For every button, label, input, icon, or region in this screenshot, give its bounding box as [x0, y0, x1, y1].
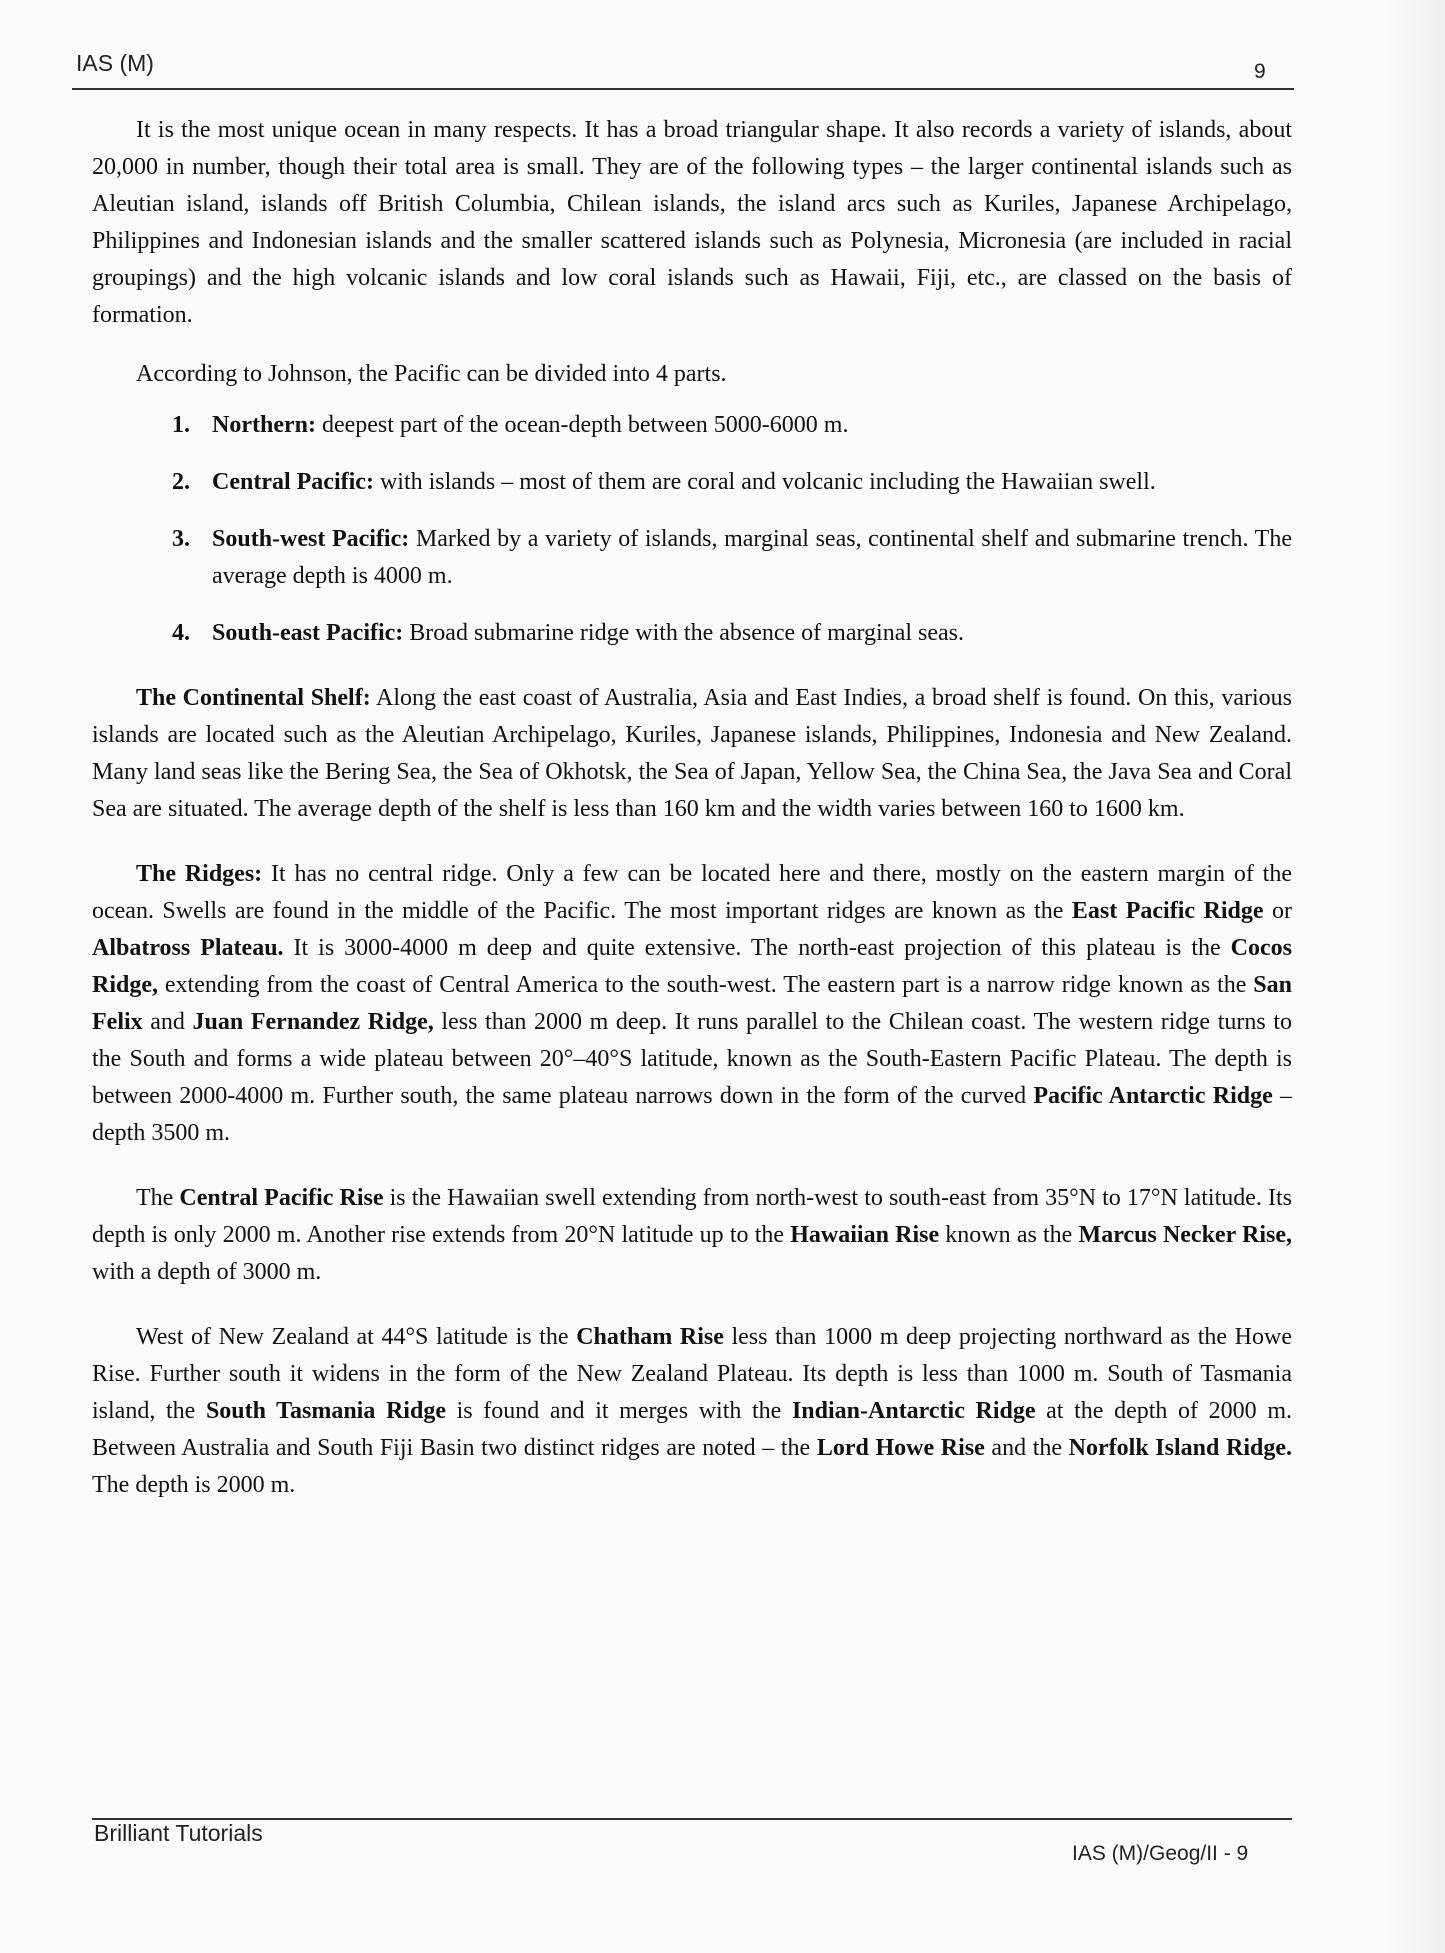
section-term: The Ridges: — [136, 861, 263, 887]
ridge-term: East Pacific Ridge — [1071, 898, 1264, 924]
list-number: 4. — [172, 620, 190, 646]
ridge-term: Lord Howe Rise — [816, 1435, 985, 1461]
footer-publisher: Brilliant Tutorials — [94, 1820, 263, 1846]
ridge-term: San Felix — [92, 972, 1292, 1035]
list-text: Marked by a variety of islands, marginal seas, continental shelf and submarine trench. The average depth is 4000 m. — [212, 526, 1292, 589]
section-term: The Continental Shelf: — [136, 685, 371, 711]
paragraph-text: or — [1263, 898, 1292, 924]
central-rise-paragraph — [92, 1180, 1292, 1291]
list-item — [172, 615, 1292, 652]
list-number: 1. — [172, 412, 190, 438]
rise-term: Central Pacific Rise — [179, 1185, 384, 1211]
paragraph-text: It has no central ridge. Only a few can be located here and there, mostly on the eastern margin of the ocean. Swells are found in the middle of the Pacific. The most important ridges are known as the — [92, 861, 1292, 924]
rise-term: Marcus Necker Rise, — [1078, 1222, 1292, 1248]
paragraph-text: less than 2000 m deep. It runs parallel to the Chilean coast. The western ridge turns to the South and forms a wide plateau between 20°–40°S latitude, known as the South-Eastern Pacific Plateau. The depth is between 2000-4000 m. Further south, the same plateau narrows down in the form of the curved — [92, 1009, 1292, 1109]
list-number: 2. — [172, 469, 190, 495]
list-item — [172, 464, 1292, 501]
list-term: Northern: — [212, 412, 316, 438]
list-item — [172, 521, 1292, 595]
paragraph-text: The depth is 2000 m. — [92, 1472, 296, 1498]
continental-shelf-paragraph — [92, 680, 1292, 828]
ridge-term: Albatross Plateau. — [92, 935, 284, 961]
scan-shadow — [1385, 0, 1445, 1953]
ridge-term: Norfolk Island Ridge. — [1068, 1435, 1292, 1461]
paragraph-text: and the — [984, 1435, 1069, 1461]
list-text: deepest part of the ocean-depth between 5000-6000 m. — [315, 412, 849, 438]
list-number: 3. — [172, 526, 190, 552]
list-text: Broad submarine ridge with the absence of marginal seas. — [403, 620, 965, 646]
paragraph-text: The — [136, 1185, 180, 1211]
paragraph-text: less than 1000 m deep projecting northward as the Howe Rise. Further south it widens in the form of the New Zealand Plateau. Its depth is less than 1000 m. South of Tasmania island, the — [92, 1324, 1293, 1424]
footer-rule — [92, 1818, 1292, 1820]
ridges-paragraph — [92, 856, 1292, 1152]
footer-page-ref: IAS (M)/Geog/II - 9 — [1072, 1842, 1249, 1865]
page-number: 9 — [1254, 60, 1266, 83]
list-term: Central Pacific: — [212, 469, 374, 495]
intro-paragraph: It is the most unique ocean in many respects. It has a broad triangular shape. It also records a variety of islands, about 20,000 in number, though their total area is small. They are of the following types – the larger continental islands such as Aleutian island, islands off British Columbia, Chilean islands, the island arcs such as Kuriles, Japanese Archipelago, Philippines and Indonesian islands and the smaller scattered islands such as Polynesia, Micronesia (are included in racial groupings) and the high volcanic islands and low coral islands such as Hawaii, Fiji, etc., are classed on the basis of formation. — [92, 117, 1292, 328]
paragraph-text: West of New Zealand at 44°S latitude is the — [136, 1324, 577, 1350]
ridge-term: Chatham Rise — [576, 1324, 724, 1350]
paragraph-text: and — [142, 1009, 193, 1035]
list-term: South-east Pacific: — [212, 620, 404, 646]
paragraph-text: extending from the coast of Central America to the south-west. The eastern part is a narrow ridge known as the — [158, 972, 1254, 998]
paragraph-text: known as the — [939, 1222, 1079, 1248]
ridge-term: Indian-Antarctic Ridge — [791, 1398, 1036, 1424]
paragraph-text: with a depth of 3000 m. — [92, 1259, 322, 1285]
ridge-term: South Tasmania Ridge — [205, 1398, 446, 1424]
paragraph-text: is the Hawaiian swell extending from north-west to south-east from 35°N to 17°N latitude. Its depth is only 2000 m. Another rise extends from 20°N latitude up to the — [92, 1185, 1292, 1248]
header-rule — [72, 88, 1294, 90]
paragraph-text: It is 3000-4000 m deep and quite extensive. The north-east projection of this plateau is the — [283, 935, 1231, 961]
west-nz-paragraph — [92, 1319, 1292, 1504]
list-item — [172, 407, 1292, 444]
paragraph-text: at the depth of 2000 m. Between Australia and South Fiji Basin two distinct ridges are noted – the — [92, 1398, 1292, 1461]
list-text: with islands – most of them are coral and volcanic including the Hawaiian swell. — [373, 469, 1156, 495]
running-header: IAS (M) — [76, 50, 154, 76]
ridge-term: Cocos Ridge, — [92, 935, 1292, 998]
paragraph-text: – depth 3500 m. — [92, 1083, 1293, 1146]
johnson-paragraph: According to Johnson, the Pacific can be divided into 4 parts. — [136, 361, 727, 387]
paragraph-text: is found and it merges with the — [445, 1398, 792, 1424]
ridge-term: Juan Fernandez Ridge, — [192, 1009, 434, 1035]
main-content — [92, 112, 1292, 1504]
pacific-parts-list — [92, 407, 1292, 652]
list-term: South-west Pacific: — [212, 526, 410, 552]
ridge-term: Pacific Antarctic Ridge — [1033, 1083, 1273, 1109]
rise-term: Hawaiian Rise — [790, 1222, 940, 1248]
paragraph-text: Along the east coast of Australia, Asia and East Indies, a broad shelf is found. On this, various islands are located such as the Aleutian Archipelago, Kuriles, Japanese islands, Philippines, Indonesia and New Zealand. Many land seas like the Bering Sea, the Sea of Okhotsk, the Sea of Japan, Yellow Sea, the China Sea, the Java Sea and Coral Sea are situated. The average depth of the shelf is less than 160 km and the width varies between 160 to 1600 km. — [92, 685, 1292, 822]
